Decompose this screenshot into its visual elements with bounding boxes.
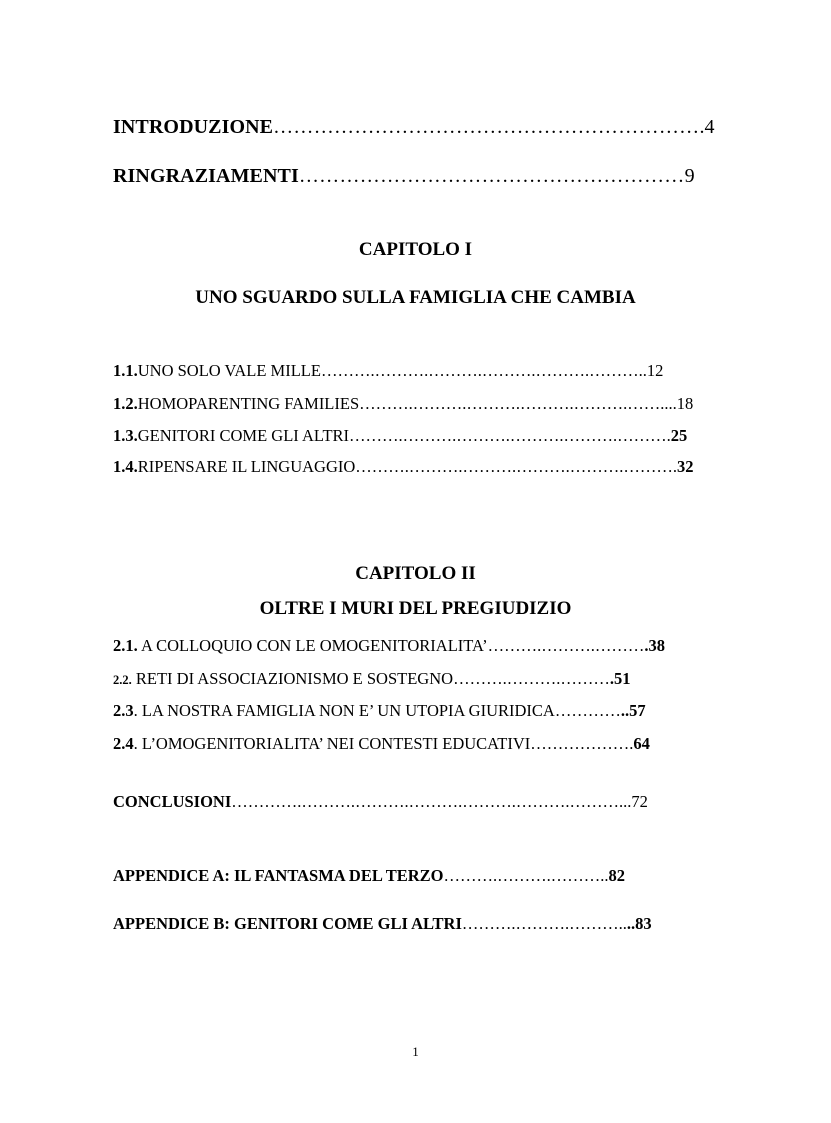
footer-page-number: 1 xyxy=(412,1044,419,1059)
section-number: 2.4 xyxy=(113,734,134,753)
toc-leader-dots: ………….……….……….……….……….……….………. xyxy=(231,792,624,811)
toc-section-1-3[interactable] xyxy=(113,426,687,446)
toc-section-2-4[interactable] xyxy=(113,734,650,754)
toc-entry-appendice-b[interactable] xyxy=(113,914,652,934)
section-number: 2.2. xyxy=(113,673,132,687)
toc-section-1-1[interactable] xyxy=(113,361,663,381)
toc-entry-title: RINGRAZIAMENTI xyxy=(113,165,299,187)
section-title: UNO SOLO VALE MILLE xyxy=(137,361,321,380)
section-title: A COLLOQUIO CON LE OMOGENITORIALITA’ xyxy=(137,636,488,655)
chapter-heading: CAPITOLO I xyxy=(358,239,473,260)
chapter-subtitle: OLTRE I MURI DEL PREGIUDIZIO xyxy=(259,598,572,619)
toc-page-number: ..83 xyxy=(626,914,652,933)
toc-page-number: ..57 xyxy=(620,701,646,720)
section-number: 1.2. xyxy=(113,394,138,413)
section-title: HOMOPARENTING FAMILIES xyxy=(137,394,360,413)
toc-leader-dots: ……….……….……… xyxy=(453,669,610,688)
toc-leader-dots: ……….……….……….……….……….…….. xyxy=(359,394,669,413)
toc-leader-dots: ………… xyxy=(554,701,621,720)
section-number: 1.4. xyxy=(113,457,138,476)
section-title: . LA NOSTRA FAMIGLIA NON E’ UN UTOPIA GIURIDICA xyxy=(133,701,555,720)
toc-entry-conclusioni[interactable] xyxy=(113,792,648,812)
toc-leader-dots: ……….……….……… xyxy=(487,636,645,655)
toc-leader-dots: ……………………………………………………… xyxy=(273,116,700,138)
toc-page-number: .4 xyxy=(699,116,715,138)
section-number: 2.1. xyxy=(113,636,138,655)
chapter-subtitle: UNO SGUARDO SULLA FAMIGLIA CHE CAMBIA xyxy=(195,287,636,308)
toc-page-number: .51 xyxy=(609,669,631,688)
toc-entry-appendice-a[interactable] xyxy=(113,866,625,886)
section-number: 1.3. xyxy=(113,426,138,445)
toc-page-number: 64 xyxy=(633,734,650,753)
section-title: GENITORI COME GLI ALTRI xyxy=(137,426,350,445)
toc-entry-title: INTRODUZIONE xyxy=(113,116,274,138)
toc-leader-dots: ……….……….……….……….……….………. xyxy=(349,426,671,445)
chapter-heading: CAPITOLO II xyxy=(355,563,476,584)
toc-entry-title: APPENDICE B: GENITORI COME GLI ALTRI xyxy=(113,914,462,933)
section-title: RIPENSARE IL LINGUAGGIO xyxy=(137,457,356,476)
section-title: . L’OMOGENITORIALITA’ NEI CONTESTI EDUCATIVI xyxy=(133,734,531,753)
section-number: 1.1. xyxy=(113,361,138,380)
toc-entry-introduzione[interactable] xyxy=(113,116,715,139)
toc-section-1-2[interactable] xyxy=(113,394,693,414)
toc-page-number: ..18 xyxy=(668,394,694,413)
toc-section-2-1[interactable] xyxy=(113,636,665,656)
toc-page-number: 32 xyxy=(677,457,694,476)
toc-entry-title: CONCLUSIONI xyxy=(113,792,232,811)
toc-leader-dots: ……….……….……….……….……….……….. xyxy=(320,361,647,380)
toc-section-2-2[interactable] xyxy=(113,669,630,689)
toc-entry-ringraziamenti[interactable] xyxy=(113,165,695,188)
toc-entry-title: APPENDICE A: IL FANTASMA DEL TERZO xyxy=(113,866,444,885)
section-number: 2.3 xyxy=(113,701,134,720)
toc-leader-dots: ……….……….……….. xyxy=(461,914,627,933)
toc-leader-dots: ………………. xyxy=(530,734,634,753)
toc-leader-dots: ……….……….……….. xyxy=(443,866,609,885)
toc-page-number: 9 xyxy=(684,165,695,187)
toc-page-number: 82 xyxy=(608,866,626,885)
toc-section-1-4[interactable] xyxy=(113,457,694,477)
toc-page-number: 25 xyxy=(670,426,688,445)
toc-leader-dots: ………………………………………………… xyxy=(298,165,685,187)
toc-page-number: 12 xyxy=(646,361,664,380)
toc-leader-dots: ……….……….……….……….……….………. xyxy=(355,457,678,476)
section-title: RETI DI ASSOCIAZIONISMO E SOSTEGNO xyxy=(131,669,454,688)
toc-page-number: ..72 xyxy=(623,792,648,811)
toc-page-number: .38 xyxy=(644,636,666,655)
toc-section-2-3[interactable] xyxy=(113,701,646,721)
